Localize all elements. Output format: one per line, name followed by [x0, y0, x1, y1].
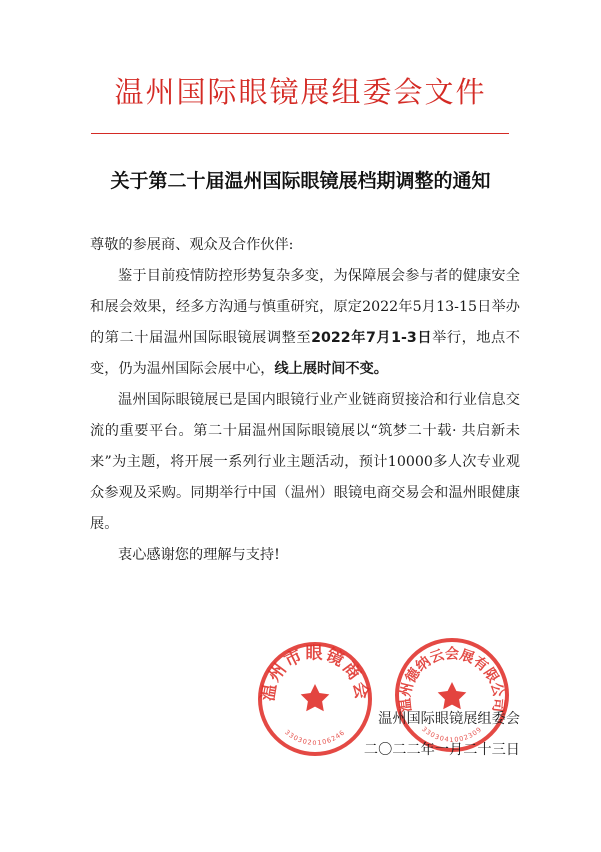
signature-date: 二〇二二年一月二十三日: [363, 742, 520, 758]
closing-line: 衷心感谢您的理解与支持!: [118, 547, 280, 563]
seal-stamp-chamber: [256, 640, 374, 758]
new-date-highlight: 2022年7月1-3日: [311, 330, 433, 346]
signature-organization: 温州国际眼镜展组委会: [378, 711, 520, 727]
notice-title: 关于第二十届温州国际眼镜展档期调整的通知: [110, 170, 491, 192]
online-exhibition-highlight: 线上展时间不变。: [274, 361, 388, 377]
stamp-company-serial: 3303041002309: [420, 725, 484, 744]
notice-body: [90, 230, 520, 571]
stamp-chamber-name: 温州市眼镜商会: [258, 643, 372, 703]
stamp-chamber-serial: 3303020106246: [283, 728, 347, 747]
salutation: 尊敬的参展商、观众及合作伙伴:: [90, 237, 294, 253]
paragraph-schedule-change: [90, 261, 520, 385]
paragraph-schedule-change-text-b: 举行，地点不变，仍为温州国际会展中心，: [90, 330, 520, 377]
signature-block: [360, 704, 520, 766]
stamp-company-name: 温州德纳云会展有限公司: [397, 646, 507, 713]
paragraph-schedule-change-text-a: 鉴于目前疫情防控形势复杂多变，为保障展会参与者的健康安全和展会效果，经多方沟通与慎重研究，原定2022年5月13-15日举办的第二十届温州国际眼镜展调整至: [90, 268, 520, 346]
star-icon: [301, 684, 330, 711]
header-red-rule: [91, 133, 509, 134]
document-header-title: 温州国际眼镜展组委会文件: [114, 75, 487, 109]
paragraph-exhibition-intro: 温州国际眼镜展已是国内眼镜行业产业链商贸接洽和行业信息交流的重要平台。第二十届温州国际眼镜展以“筑梦二十载· 共启新未来”为主题，将开展一系列行业主题活动，预计10000多人次专业观众参观及采购。同期举行中国（温州）眼镜电商交易会和温州眼健康展。: [90, 392, 520, 532]
svg-text:3303020106246: [283, 728, 346, 747]
